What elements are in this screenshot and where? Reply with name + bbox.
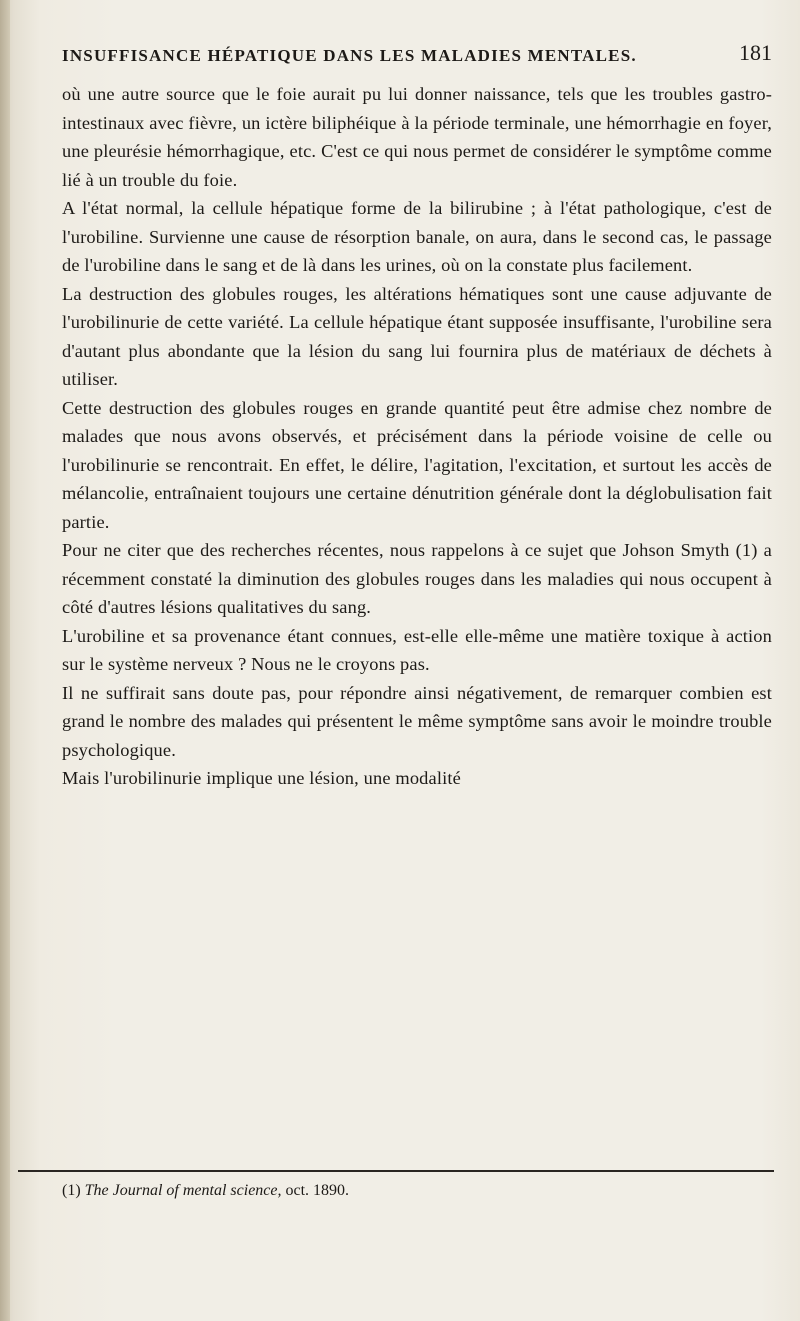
- footnote-date: oct. 1890.: [285, 1182, 350, 1199]
- footnote-rule: [18, 1170, 774, 1172]
- body-text: [62, 80, 772, 793]
- paragraph-5: Pour ne citer que des recherches récentes, nous rappelons à ce sujet que Johson Smyth (1) a récemment constaté la diminution des globules rouges dans les maladies qui nous occupent à côté d'autres lésions qualitatives du sang.: [62, 540, 772, 617]
- footnote-marker: (1): [62, 1182, 81, 1199]
- paragraph-2: A l'état normal, la cellule hépatique forme de la bilirubine ; à l'état pathologique, c'est de l'urobiline. Survienne une cause de résorption banale, on aura, dans le second cas, le passage de l'urobiline dans le sang et de là dans les urines, où on la constate plus facilement.: [62, 198, 772, 275]
- paragraph-3: La destruction des globules rouges, les altérations hématiques sont une cause adjuvante de l'urobilinurie de cette variété. La cellule hépatique étant supposée insuffisante, l'urobiline sera d'autant plus abondante que la lésion du sang lui fournira plus de matériaux de déchets à utiliser.: [62, 283, 772, 389]
- running-title: INSUFFISANCE HÉPATIQUE DANS LES MALADIES MENTALES.: [62, 46, 637, 65]
- running-header: [62, 40, 772, 74]
- paragraph-4: Cette destruction des globules rouges en grande quantité peut être admise chez nombre de malades que nous avons observés, et précisément dans la période voisine de celle ou l'urobilinurie se rencontrait. En effet, le délire, l'agitation, l'excitation, et surtout les accès de mélancolie, entraînaient toujours une certaine dénutrition générale dont la déglobulisation fait partie.: [62, 397, 772, 532]
- page-binding-edge: [0, 0, 10, 1321]
- paragraph-8: Mais l'urobilinurie implique une lésion, une modalité: [62, 768, 461, 788]
- page-number: 181: [739, 40, 772, 65]
- paragraph-7: Il ne suffirait sans doute pas, pour répondre ainsi négativement, de remarquer combien est grand le nombre des malades qui présentent le même symptôme sans avoir le moindre trouble psychologique.: [62, 682, 772, 760]
- footnote-source: The Journal of mental science,: [84, 1182, 282, 1199]
- footnote: [62, 1182, 349, 1200]
- paragraph-1: où une autre source que le foie aurait pu lui donner naissance, tels que les troubles gastro-intestinaux avec fièvre, un ictère biliphéique à la période terminale, une hémorrhagie en foyer, une pleurésie hémorrhagique, etc. C'est ce qui nous permet de considérer le symptôme comme lié à un trouble du foie.: [62, 84, 772, 190]
- paragraph-6: L'urobiline et sa provenance étant connues, est-elle elle-même une matière toxique à action sur le système nerveux ? Nous ne le croyons pas.: [62, 625, 772, 674]
